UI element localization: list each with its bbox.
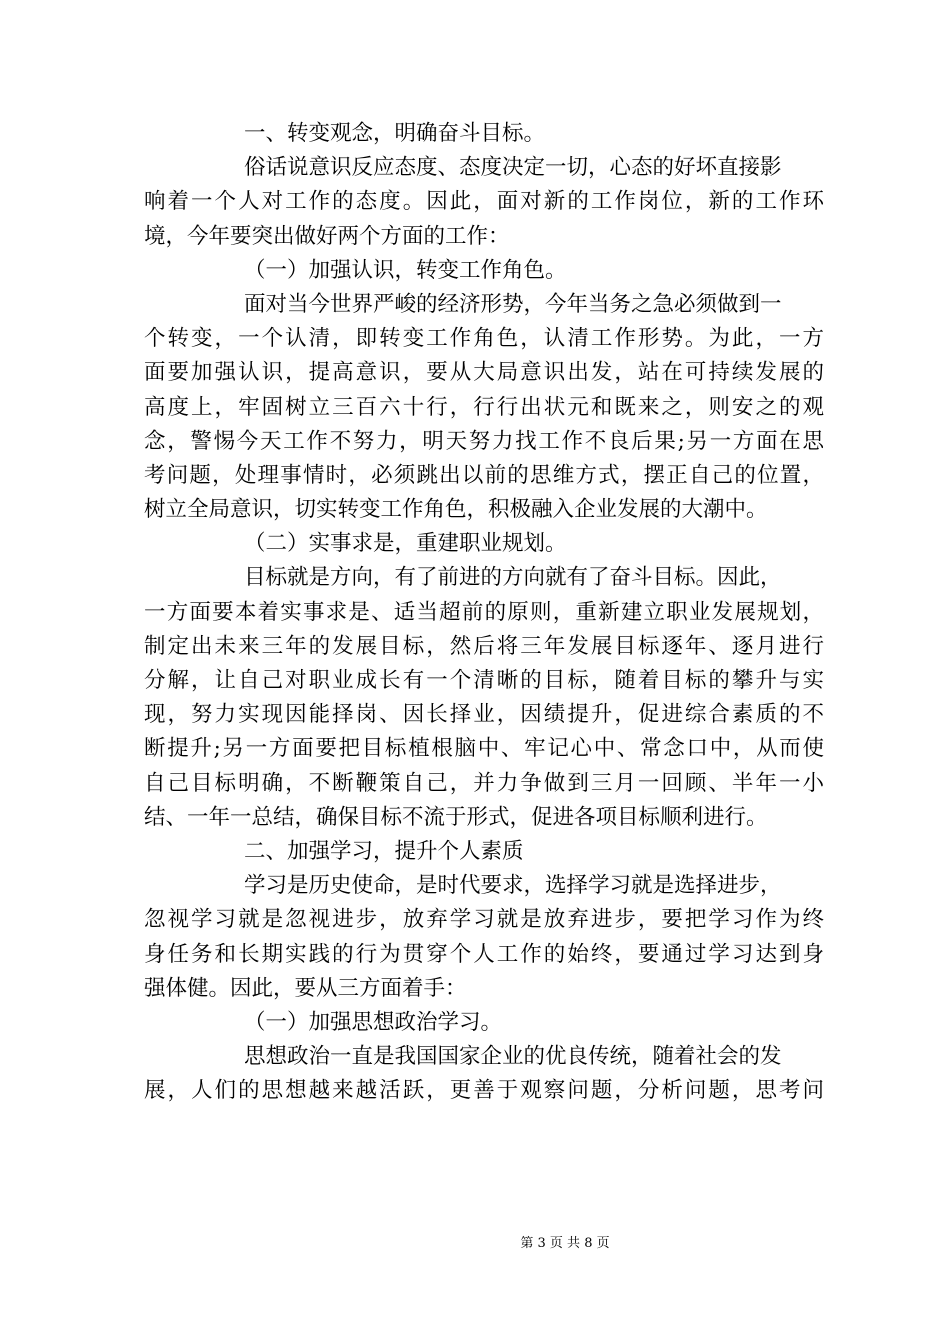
page-number-footer: 第 3 页 共 8 页 <box>520 1236 610 1251</box>
paragraph-line: 结、一年一总结，确保目标不流于形式，促进各项目标顺利进行。 <box>144 804 768 830</box>
paragraph-line: 断提升;另一方面要把目标植根脑中、牢记心中、常念口中，从而使 <box>144 736 824 762</box>
heading-section-2: 二、加强学习，提升个人素质 <box>244 838 524 864</box>
document-body <box>144 117 824 1108</box>
subheading: （二）实事求是，重建职业规划。 <box>244 531 567 557</box>
paragraph-line: 目标就是方向，有了前进的方向就有了奋斗目标。因此， <box>244 565 782 591</box>
paragraph-line: 分解，让自己对职业成长有一个清晰的目标，随着目标的攀升与实 <box>144 668 824 693</box>
paragraph-line: 境，今年要突出做好两个方面的工作： <box>144 223 510 249</box>
paragraph-line: 强体健。因此，要从三方面着手： <box>144 975 467 1001</box>
paragraph-line: 响着一个人对工作的态度。因此，面对新的工作岗位，新的工作环 <box>144 189 824 215</box>
paragraph-line: 身任务和长期实践的行为贯穿个人工作的始终，要通过学习达到身 <box>144 941 824 967</box>
paragraph-line: 念，警惕今天工作不努力，明天努力找工作不良后果;另一方面在思 <box>144 428 824 454</box>
paragraph-line: 制定出未来三年的发展目标，然后将三年发展目标逐年、逐月进行 <box>144 633 824 659</box>
paragraph-line: 现，努力实现因能择岗、因长择业，因绩提升，促进综合素质的不 <box>144 702 824 728</box>
paragraph-line: 考问题，处理事情时，必须跳出以前的思维方式，摆正自己的位置， <box>144 462 824 488</box>
paragraph-line: 面要加强认识，提高意识，要从大局意识出发，站在可持续发展的 <box>144 360 824 386</box>
paragraph-line: 思想政治一直是我国国家企业的优良传统，随着社会的发 <box>244 1044 782 1070</box>
paragraph-line: 高度上，牢固树立三百六十行，行行出状元和既来之，则安之的观 <box>144 394 824 420</box>
paragraph-line: 树立全局意识，切实转变工作角色，积极融入企业发展的大潮中。 <box>144 497 768 523</box>
paragraph-line: 展，人们的思想越来越活跃，更善于观察问题，分析问题，思考问 <box>144 1078 824 1104</box>
subheading: （一）加强认识，转变工作角色。 <box>244 257 567 283</box>
paragraph-line: 一方面要本着实事求是、适当超前的原则，重新建立职业发展规划， <box>144 599 824 625</box>
heading-section-1: 一、转变观念，明确奋斗目标。 <box>244 121 546 146</box>
paragraph-line: 个转变，一个认清，即转变工作角色，认清工作形势。为此，一方 <box>144 326 824 352</box>
paragraph-line: 忽视学习就是忽视进步，放弃学习就是放弃进步，要把学习作为终 <box>144 907 824 933</box>
paragraph-line: 自己目标明确，不断鞭策自己，并力争做到三月一回顾、半年一小 <box>144 770 824 796</box>
paragraph-line: 学习是历史使命，是时代要求，选择学习就是选择进步， <box>244 873 782 899</box>
paragraph-line: 俗话说意识反应态度、态度决定一切，心态的好坏直接影 <box>244 155 782 181</box>
paragraph-line: 面对当今世界严峻的经济形势，今年当务之急必须做到一 <box>244 291 782 317</box>
subheading: （一）加强思想政治学习。 <box>244 1009 503 1035</box>
